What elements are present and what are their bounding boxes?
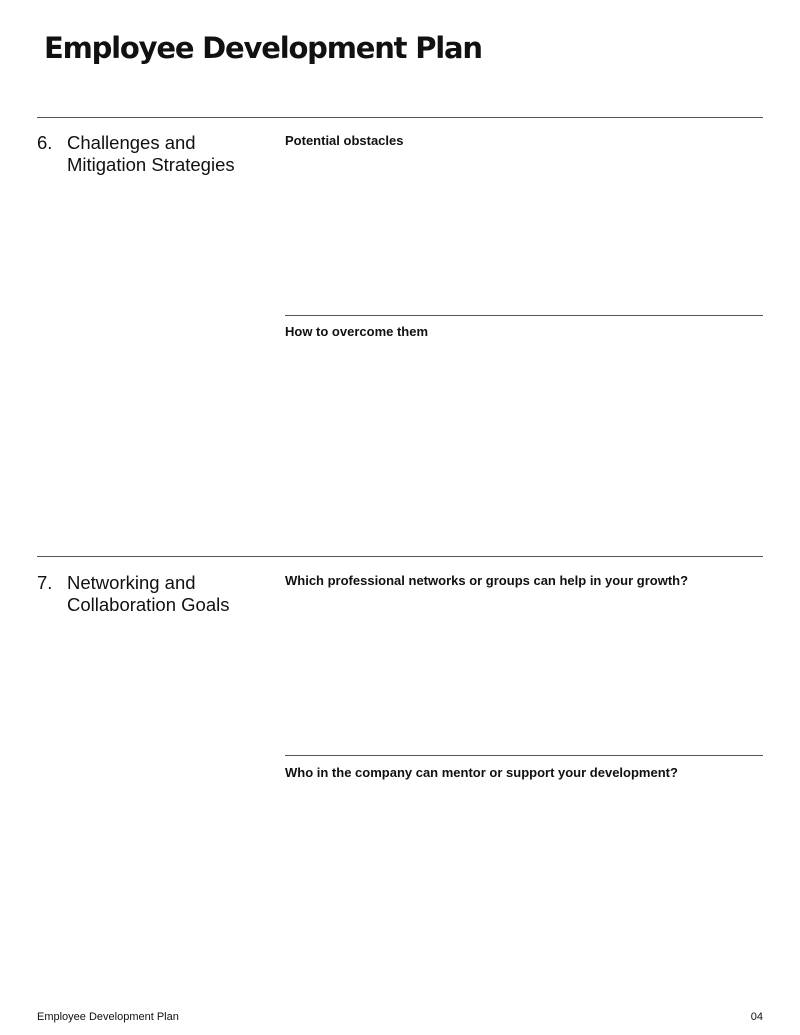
potential-obstacles-label: Potential obstacles	[285, 133, 404, 148]
professional-networks-field[interactable]	[285, 596, 763, 746]
professional-networks-label: Which professional networks or groups can help in your growth?	[285, 573, 689, 588]
overcome-obstacles-label: How to overcome them	[285, 324, 429, 339]
section-heading-challenges	[37, 132, 267, 176]
section-divider	[37, 117, 763, 118]
section-heading-networking	[37, 572, 267, 616]
section-number: 6.	[37, 132, 53, 153]
footer-page-number: 04	[750, 1011, 763, 1023]
page-title: Employee Development Plan	[44, 31, 482, 65]
section-title: Networking and Collaboration Goals	[67, 572, 230, 615]
mentor-support-label: Who in the company can mentor or support your development?	[285, 765, 678, 780]
section-title: Challenges and Mitigation Strategies	[67, 132, 235, 175]
overcome-obstacles-field[interactable]	[285, 348, 763, 546]
field-divider	[285, 315, 763, 316]
section-divider	[37, 556, 763, 557]
footer-document-name: Employee Development Plan	[37, 1011, 179, 1023]
potential-obstacles-field[interactable]	[285, 156, 763, 306]
mentor-support-field[interactable]	[285, 790, 763, 990]
section-number: 7.	[37, 572, 53, 593]
field-divider	[285, 755, 763, 756]
